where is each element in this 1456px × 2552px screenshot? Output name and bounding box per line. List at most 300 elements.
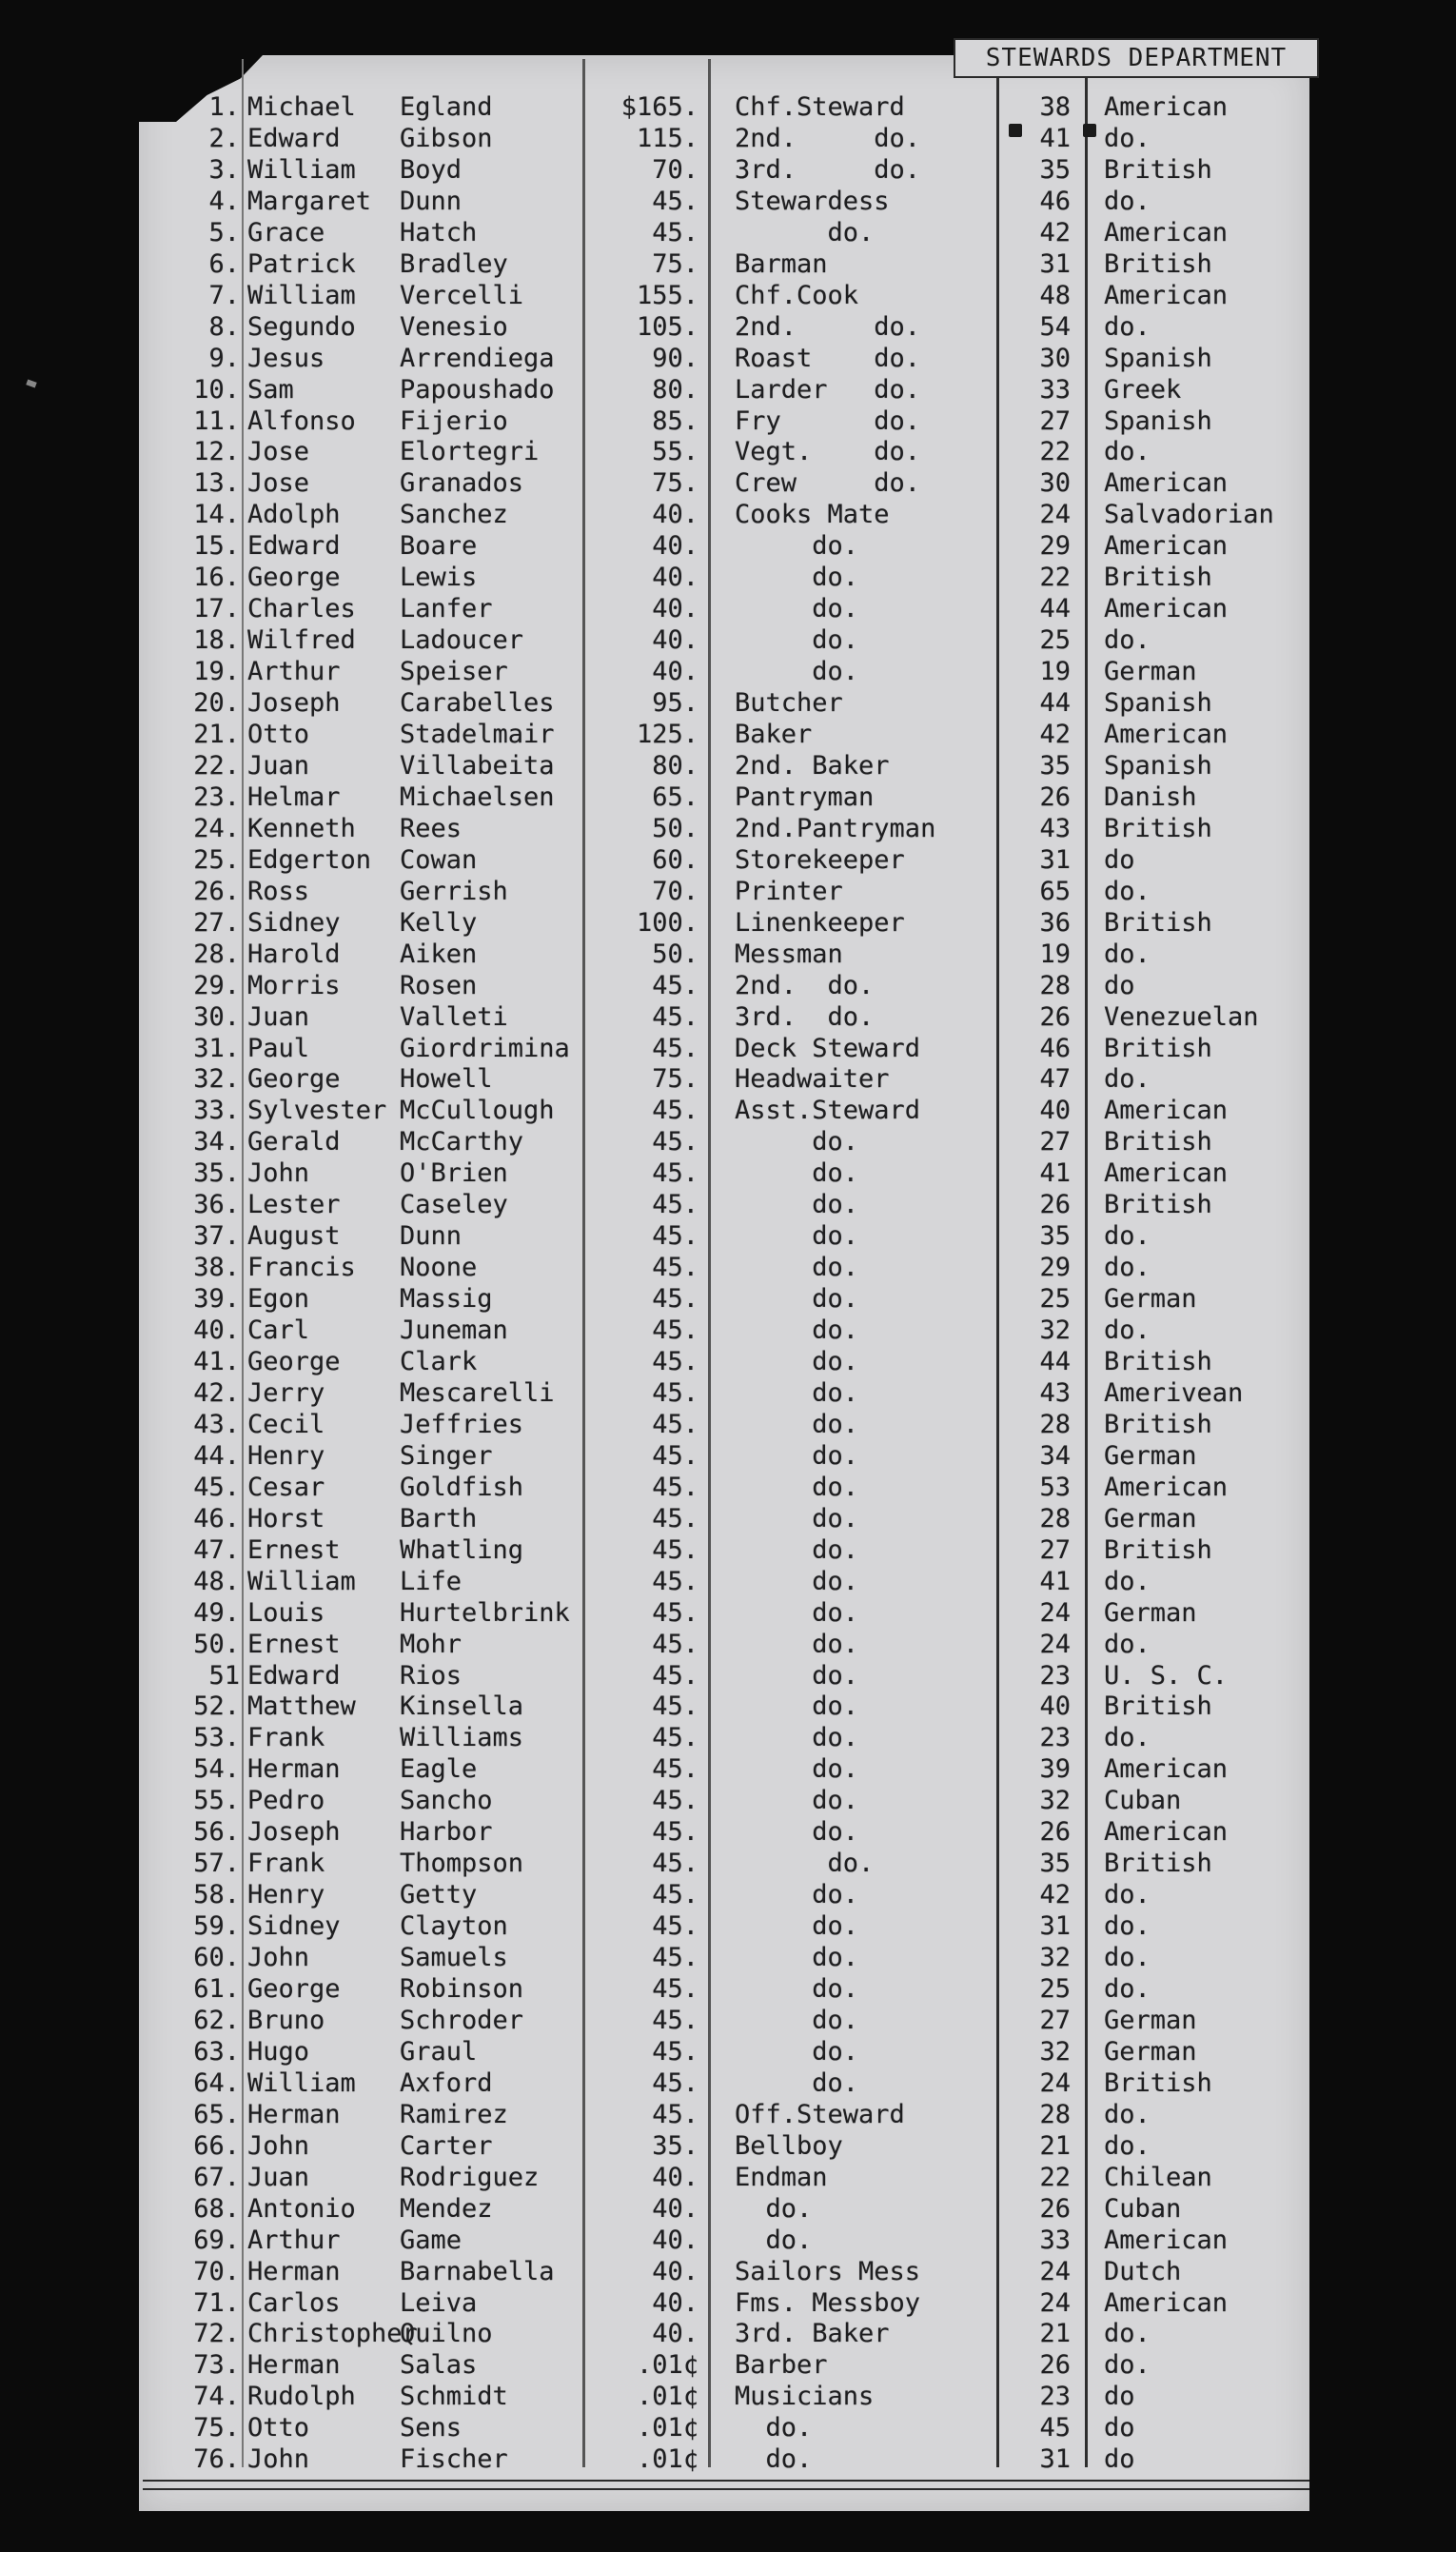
age: 41 [1039,1566,1071,1596]
rating: Messman [735,939,843,969]
row-number: 49. [193,1597,240,1628]
first-name: Edward [247,1660,341,1691]
wage: 50. [652,813,698,843]
last-name: Aiken [400,939,478,969]
nationality: Spanish [1104,688,1212,719]
crew-row [0,154,1456,186]
wage: 45. [652,1127,698,1157]
rating: Barman [735,248,828,279]
rating: Barber [735,2350,828,2381]
rating: do. [735,1316,859,1346]
crew-row [0,2005,1456,2036]
crew-row [0,1440,1456,1472]
rating: do. [735,594,859,624]
row-number: 35. [193,1158,240,1189]
age: 27 [1039,1127,1071,1157]
age: 35 [1039,750,1071,781]
crew-row [0,719,1456,750]
first-name: William [247,154,356,185]
age: 46 [1039,186,1071,216]
first-name: Herman [247,2099,341,2129]
crew-row [0,2130,1456,2162]
row-number: 44. [193,1440,240,1471]
rating: Chf.Cook [735,280,859,310]
first-name: Otto [247,2413,310,2443]
last-name: Elortegri [400,437,540,467]
wage: 45. [652,1911,698,1942]
age: 28 [1039,2099,1071,2129]
row-number: 47. [193,1534,240,1565]
row-number: 16. [193,563,240,593]
row-number: 55. [193,1786,240,1816]
nationality: British [1104,563,1212,593]
rating: do. [735,1723,859,1753]
nationality: British [1104,1033,1212,1063]
age: 44 [1039,1347,1071,1376]
first-name: Francis [247,1253,356,1283]
age: 31 [1039,844,1071,875]
row-number: 30. [193,1001,240,1032]
nationality: do. [1104,1911,1151,1942]
first-name: John [247,1158,310,1189]
rating: do. [735,1284,859,1315]
rating: Crew do. [735,468,921,499]
nationality: American [1104,217,1229,247]
age: 28 [1039,970,1071,1000]
first-name: Adolph [247,500,341,530]
first-name: Ernest [247,1629,341,1659]
nationality: do. [1104,437,1151,467]
crew-row [0,1973,1456,2005]
row-number: 52. [193,1691,240,1722]
nationality: do [1104,844,1135,875]
nationality: British [1104,907,1212,938]
rating: do. [735,2193,813,2224]
last-name: McCarthy [400,1127,524,1157]
last-name: Stadelmair [400,720,555,749]
nationality: British [1104,813,1212,843]
crew-row [0,1095,1456,1126]
first-name: Antonio [247,2193,356,2224]
rating: do. [735,1817,859,1848]
first-name: Segundo [247,311,356,342]
crew-row [0,1346,1456,1377]
first-name: George [247,1974,341,2004]
wage: 55. [652,437,698,467]
rating: do. [735,2444,813,2475]
age: 46 [1039,1033,1071,1063]
nationality: British [1104,1534,1212,1565]
rating: Sailors Mess [735,2256,921,2286]
rating: 2nd. do. [735,123,921,153]
last-name: Villabeita [400,750,555,781]
crew-row [0,876,1456,907]
wage: 45. [652,1316,698,1346]
rating: do. [735,657,859,687]
first-name: Carl [247,1316,310,1346]
nationality: do. [1104,186,1151,216]
rating: do. [735,1974,859,2004]
row-number: 70. [193,2256,240,2286]
last-name: Rosen [400,970,478,1000]
first-name: Charles [247,594,356,624]
first-name: Helmar [247,781,341,812]
row-number: 27. [193,907,240,938]
last-name: Arrendiega [400,343,555,373]
rating: Headwaiter [735,1064,890,1095]
first-name: Jose [247,437,310,467]
first-name: Grace [247,217,325,247]
crew-row [0,1126,1456,1157]
first-name: Harold [247,939,341,969]
crew-row [0,91,1456,123]
wage: 155. [636,280,698,310]
last-name: Mohr [400,1629,462,1659]
crew-row [0,1189,1456,1220]
age: 22 [1039,437,1071,467]
age: 65 [1039,876,1071,906]
rating: do. [735,1911,859,1942]
rating: do. [735,1440,859,1471]
wage: 45. [652,1472,698,1502]
wage: 40. [652,2225,698,2255]
first-name: Sidney [247,907,341,938]
first-name: John [247,2444,310,2475]
first-name: Bruno [247,2005,325,2035]
last-name: Rios [400,1660,462,1691]
first-name: Jesus [247,343,325,373]
age: 32 [1039,1943,1071,1973]
age: 31 [1039,1911,1071,1942]
last-name: Rees [400,813,462,843]
first-name: Egon [247,1284,310,1315]
last-name: Getty [400,1880,478,1910]
row-number: 1. [208,92,240,122]
age: 24 [1039,2067,1071,2098]
first-name: Arthur [247,2225,341,2255]
wage: 45. [652,2005,698,2035]
crew-row [0,1503,1456,1534]
row-number: 5. [208,217,240,247]
last-name: Caseley [400,1190,508,1220]
last-name: Fijerio [400,406,508,436]
wage: 45. [652,1033,698,1063]
row-number: 61. [193,1974,240,2004]
age: 31 [1039,248,1071,279]
first-name: Cecil [247,1409,325,1439]
crew-row [0,2162,1456,2193]
wage: 45. [652,1817,698,1848]
row-number: 67. [193,2162,240,2192]
wage: .01¢ [636,2350,698,2381]
nationality: Cuban [1104,1786,1182,1816]
row-number: 10. [193,374,240,405]
first-name: Horst [247,1503,325,1533]
last-name: Dunn [400,186,462,216]
age: 42 [1039,217,1071,247]
row-number: 26. [193,876,240,906]
rating: do. [735,1409,859,1439]
wage: 45. [652,186,698,216]
first-name: Rudolph [247,2382,356,2412]
rating: 3rd. do. [735,1001,875,1032]
wage: 45. [652,1347,698,1376]
age: 43 [1039,813,1071,843]
row-number: 48. [193,1566,240,1596]
row-number: 28. [193,939,240,969]
wage: 45. [652,1691,698,1722]
crew-row [0,1315,1456,1346]
wage: 80. [652,374,698,405]
wage: 45. [652,1096,698,1126]
crew-row [0,2193,1456,2225]
first-name: Margaret [247,186,372,216]
rating: Asst.Steward [735,1096,921,1126]
last-name: Ladoucer [400,625,524,656]
wage: 50. [652,939,698,969]
row-number: 29. [193,970,240,1000]
first-name: Carlos [247,2287,341,2318]
age: 32 [1039,2036,1071,2067]
wage: .01¢ [636,2413,698,2443]
age: 24 [1039,500,1071,530]
crew-row [0,1660,1456,1691]
crew-row [0,1597,1456,1629]
row-number: 6. [208,248,240,279]
last-name: McCullough [400,1096,555,1126]
rating: do. [735,2067,859,2098]
rating: do. [735,1158,859,1189]
age: 30 [1039,343,1071,373]
crew-row [0,1722,1456,1753]
nationality: do. [1104,1974,1151,2004]
age: 36 [1039,907,1071,938]
row-number: 25. [193,844,240,875]
row-number: 8. [208,311,240,342]
nationality: American [1104,2287,1229,2318]
row-number: 63. [193,2036,240,2067]
crew-row [0,2443,1456,2475]
nationality: German [1104,1284,1197,1315]
first-name: Sam [247,374,294,405]
last-name: Speiser [400,657,508,687]
crew-row [0,374,1456,406]
nationality: American [1104,1472,1229,1502]
nationality: German [1104,657,1197,687]
row-number: 41. [193,1347,240,1376]
row-number: 54. [193,1754,240,1785]
rating: Deck Steward [735,1033,921,1063]
age: 30 [1039,468,1071,499]
nationality: do [1104,2413,1135,2443]
age: 24 [1039,1629,1071,1659]
wage: 105. [636,311,698,342]
row-number: 66. [193,2130,240,2161]
crew-row [0,656,1456,687]
rating: do. [735,1943,859,1973]
nationality: Cuban [1104,2193,1182,2224]
wage: 45. [652,1190,698,1220]
nationality: German [1104,2036,1197,2067]
rating: 2nd. do. [735,970,875,1000]
wage: 115. [636,123,698,153]
crew-row [0,2318,1456,2349]
crew-row [0,1252,1456,1283]
first-name: George [247,563,341,593]
last-name: Sancho [400,1786,493,1816]
first-name: August [247,1221,341,1252]
age: 33 [1039,374,1071,405]
last-name: Harbor [400,1817,493,1848]
age: 22 [1039,2162,1071,2192]
row-number: 3. [208,154,240,185]
last-name: Dunn [400,1221,462,1252]
nationality: German [1104,1597,1197,1628]
crew-row [0,1001,1456,1033]
age: 41 [1039,1158,1071,1189]
nationality: Salvadorian [1104,500,1274,530]
crew-row [0,1472,1456,1503]
crew-row [0,813,1456,844]
nationality: do. [1104,625,1151,656]
nationality: Venezuelan [1104,1001,1259,1032]
row-number: 65. [193,2099,240,2129]
age: 53 [1039,1472,1071,1502]
nationality: Chilean [1104,2162,1212,2192]
row-number: 40. [193,1316,240,1346]
last-name: Schroder [400,2005,524,2035]
age: 44 [1039,594,1071,624]
crew-row [0,1220,1456,1252]
age: 27 [1039,2005,1071,2035]
row-number: 59. [193,1911,240,1942]
nationality: do. [1104,1943,1151,1973]
wage: 70. [652,154,698,185]
row-number: 58. [193,1880,240,1910]
nationality: Greek [1104,374,1182,405]
last-name: Michaelsen [400,781,555,812]
rating: Fry do. [735,406,921,436]
last-name: Life [400,1566,462,1596]
wage: 40. [652,563,698,593]
crew-row [0,1033,1456,1064]
last-name: Bradley [400,248,508,279]
nationality: American [1104,2225,1229,2255]
first-name: Pedro [247,1786,325,1816]
age: 23 [1039,1723,1071,1753]
last-name: Lanfer [400,594,493,624]
first-name: Juan [247,2162,310,2192]
rating: do. [735,2413,813,2443]
first-name: Wilfred [247,625,356,656]
crew-row [0,562,1456,593]
first-name: Herman [247,2256,341,2286]
crew-row [0,939,1456,970]
nationality: do. [1104,2319,1151,2349]
first-name: Kenneth [247,813,356,843]
first-name: William [247,2067,356,2098]
nationality: British [1104,1190,1212,1220]
nationality: American [1104,1096,1229,1126]
last-name: Rodriguez [400,2162,540,2192]
rating: do. [735,1377,859,1408]
row-number: 72. [193,2319,240,2349]
rating: do. [735,1472,859,1502]
nationality: Spanish [1104,406,1212,436]
nationality: U. S. C. [1104,1660,1229,1691]
first-name: Sylvester [247,1096,387,1126]
crew-row [0,1283,1456,1315]
wage: 45. [652,1629,698,1659]
last-name: Mendez [400,2193,493,2224]
age: 38 [1039,92,1071,122]
rating: do. [735,2036,859,2067]
rating: Pantryman [735,781,875,812]
last-name: Howell [400,1064,493,1095]
crew-row [0,311,1456,343]
rating: do. [735,531,859,562]
first-name: Joseph [247,688,341,719]
age: 25 [1039,1974,1071,2004]
wage: 40. [652,2162,698,2192]
nationality: do. [1104,1566,1151,1596]
row-number: 20. [193,688,240,719]
last-name: Lewis [400,563,478,593]
nationality: do. [1104,1253,1151,1283]
nationality: British [1104,154,1212,185]
age: 32 [1039,1316,1071,1346]
wage: 45. [652,1534,698,1565]
last-name: Gerrish [400,876,508,906]
nationality: do. [1104,2130,1151,2161]
crew-row [0,907,1456,939]
rating: do. [735,1347,859,1376]
age: 28 [1039,1503,1071,1533]
first-name: Christopher [247,2319,418,2349]
first-name: Michael [247,92,356,122]
row-number: 15. [193,531,240,562]
crew-row [0,2349,1456,2381]
first-name: Gerald [247,1127,341,1157]
row-number: 39. [193,1284,240,1315]
first-name: Herman [247,1754,341,1785]
first-name: Matthew [247,1691,356,1722]
row-number: 50. [193,1629,240,1659]
nationality: do. [1104,2099,1151,2129]
rating: do. [735,1221,859,1252]
nationality: British [1104,1127,1212,1157]
last-name: Samuels [400,1943,508,1973]
last-name: Carter [400,2130,493,2161]
wage: 75. [652,248,698,279]
first-name: Frank [247,1849,325,1879]
rating: do. [735,1534,859,1565]
crew-row [0,248,1456,280]
first-name: William [247,1566,356,1596]
crew-row [0,186,1456,217]
age: 24 [1039,1597,1071,1628]
crew-row [0,436,1456,467]
nationality: American [1104,594,1229,624]
crew-row [0,2287,1456,2319]
first-name: Morris [247,970,341,1000]
last-name: Kelly [400,907,478,938]
wage: 45. [652,2067,698,2098]
first-name: Frank [247,1723,325,1753]
nationality: British [1104,1347,1212,1376]
last-name: Game [400,2225,462,2255]
first-name: John [247,2130,310,2161]
